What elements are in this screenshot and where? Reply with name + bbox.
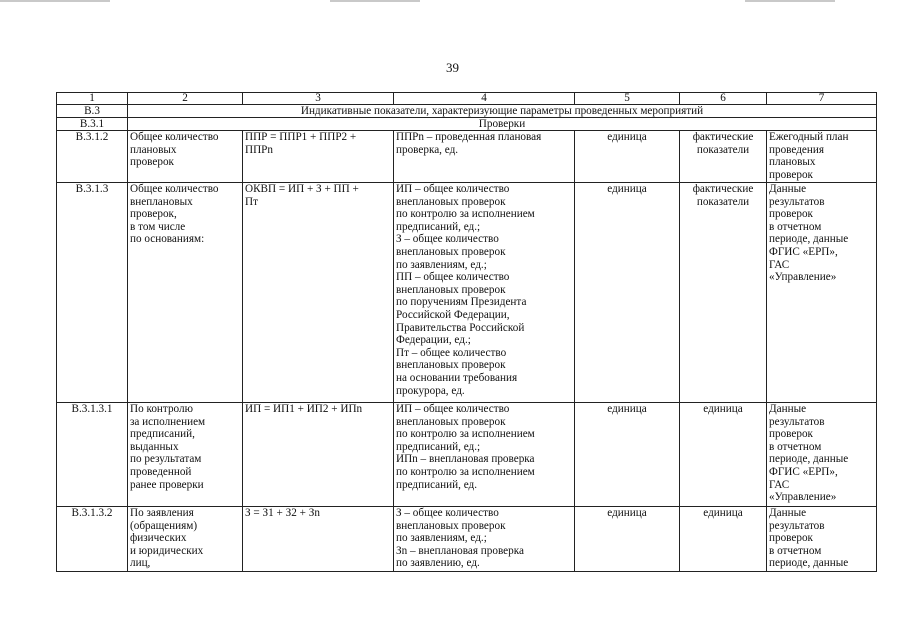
column-number: 2: [128, 93, 243, 105]
indicator-source: Ежегодный план проведения плановых проверок: [767, 131, 877, 183]
column-number: 1: [57, 93, 128, 105]
indicator-formula: З = З1 + З2 + Зn: [243, 507, 394, 572]
page-number: 39: [446, 60, 459, 75]
indicator-description: З – общее количество внеплановых проверок по заявлениям, ед.; Зn – внеплановая проверка по заявлению, ед.: [394, 507, 575, 572]
row-code: В.3.1.3.1: [57, 403, 128, 507]
row-code: В.3.1.3.2: [57, 507, 128, 572]
indicator-source: Данные результатов проверок в отчетном периоде, данные ФГИС «ЕРП», ГАС «Управление»: [767, 403, 877, 507]
top-edge-line: [330, 0, 420, 2]
indicator-formula: ОКВП = ИП + З + ПП + Пт: [243, 183, 394, 403]
subsection-code: В.3.1: [57, 118, 128, 131]
subsection-title: Проверки: [128, 118, 877, 131]
indicator-description: ИП – общее количество внеплановых проверок по контролю за исполнением предписаний, ед.; З – общее количество внеплановых проверок по заявлениям, ед.; ПП – общее количество внеплановых проверок по поручениям Президента Российской Федерации, Правительства Российской Федерации, ед.; Пт – общее количество внеплановых проверок на основании требования прокурора, ед.: [394, 183, 575, 403]
section-code: В.3: [57, 105, 128, 118]
indicator-formula: ИП = ИП1 + ИП2 + ИПn: [243, 403, 394, 507]
indicator-name: По контролю за исполнением предписаний, выданных по результатам проведенной ранее проверки: [128, 403, 243, 507]
table-row: [57, 183, 877, 403]
indicator-unit: единица: [575, 131, 680, 183]
column-number: 4: [394, 93, 575, 105]
table-row: [57, 403, 877, 507]
indicator-name: Общее количество внеплановых проверок, в том числе по основаниям:: [128, 183, 243, 403]
indicator-name: По заявления (обращениям) физических и юридических лиц,: [128, 507, 243, 572]
indicator-table: [56, 92, 877, 572]
indicator-name: Общее количество плановых проверок: [128, 131, 243, 183]
indicator-source: Данные результатов проверок в отчетном периоде, данные: [767, 507, 877, 572]
table-row: [57, 131, 877, 183]
row-code: В.3.1.2: [57, 131, 128, 183]
indicator-source-type: единица: [680, 403, 767, 507]
top-edge-line: [0, 0, 110, 2]
top-edge-line: [745, 0, 835, 2]
indicator-unit: единица: [575, 183, 680, 403]
row-code: В.3.1.3: [57, 183, 128, 403]
section-title: Индикативные показатели, характеризующие параметры проведенных мероприятий: [128, 105, 877, 118]
indicator-source-type: фактические показатели: [680, 183, 767, 403]
indicator-source: Данные результатов проверок в отчетном периоде, данные ФГИС «ЕРП», ГАС «Управление»: [767, 183, 877, 403]
indicator-unit: единица: [575, 403, 680, 507]
table-row: [57, 507, 877, 572]
indicator-formula: ППР = ППР1 + ППР2 + ППРn: [243, 131, 394, 183]
indicator-description: ИП – общее количество внеплановых проверок по контролю за исполнением предписаний, ед.; ИПn – внеплановая проверка по контролю за исполнением предписаний, ед.: [394, 403, 575, 507]
column-number: 3: [243, 93, 394, 105]
indicator-source-type: фактические показатели: [680, 131, 767, 183]
indicator-source-type: единица: [680, 507, 767, 572]
column-number: 7: [767, 93, 877, 105]
indicator-description: ППРn – проведенная плановая проверка, ед.: [394, 131, 575, 183]
column-number: 6: [680, 93, 767, 105]
column-number-row: [57, 93, 877, 105]
column-number: 5: [575, 93, 680, 105]
indicator-unit: единица: [575, 507, 680, 572]
section-row: [57, 105, 877, 118]
subsection-row: [57, 118, 877, 131]
